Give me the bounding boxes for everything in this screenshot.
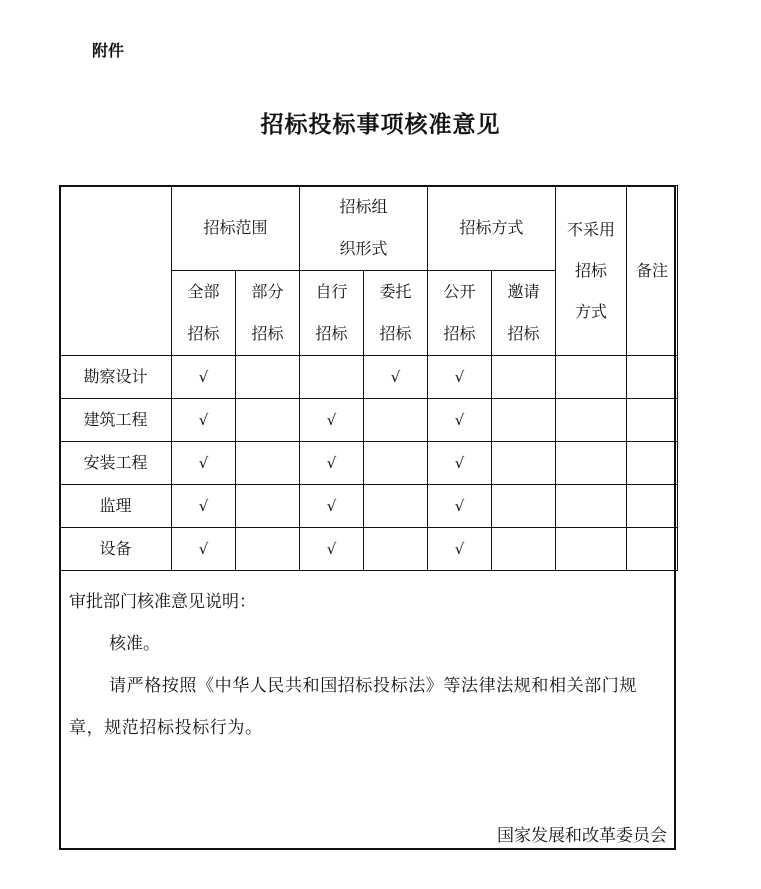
cell-full: √	[172, 485, 236, 528]
subheader-text: 公开	[443, 282, 476, 301]
header-not-used	[556, 186, 627, 356]
cell-full: √	[172, 442, 236, 485]
header-not-used-line2: 招标	[575, 261, 608, 280]
cell-full: √	[172, 399, 236, 442]
row-item-label: 设备	[60, 528, 172, 571]
table-row	[60, 399, 678, 442]
subheader-text: 委托	[379, 282, 412, 301]
header-scope: 招标范围	[172, 186, 300, 271]
header-not-used-line1: 不采用	[567, 220, 616, 239]
table-row	[60, 485, 678, 528]
attachment-label: 附件	[92, 41, 125, 60]
cell-public: √	[428, 356, 492, 399]
opinion-approval: 核准。	[109, 634, 160, 654]
row-item-label: 建筑工程	[60, 399, 172, 442]
subheader-text: 邀请	[507, 282, 540, 301]
subheader-text: 招标	[187, 324, 220, 343]
cell-invited	[492, 442, 556, 485]
approval-opinion-section	[61, 575, 673, 848]
cell-partial	[236, 399, 300, 442]
header-organization-line1: 招标组	[339, 197, 388, 216]
subheader-public	[428, 271, 492, 356]
cell-full: √	[172, 356, 236, 399]
cell-public: √	[428, 442, 492, 485]
header-not-used-line3: 方式	[575, 302, 608, 321]
header-method: 招标方式	[428, 186, 556, 271]
cell-not-used	[556, 356, 627, 399]
cell-partial	[236, 442, 300, 485]
cell-public: √	[428, 528, 492, 571]
row-item-label: 勘察设计	[60, 356, 172, 399]
cell-self: √	[300, 399, 364, 442]
opinion-label: 审批部门核准意见说明：	[69, 592, 256, 612]
approval-table	[59, 185, 678, 571]
subheader-text: 招标	[443, 324, 476, 343]
cell-partial	[236, 356, 300, 399]
table-row	[60, 442, 678, 485]
cell-not-used	[556, 399, 627, 442]
cell-invited	[492, 485, 556, 528]
cell-invited	[492, 528, 556, 571]
row-item-label: 监理	[60, 485, 172, 528]
corner-cell	[60, 186, 172, 356]
cell-public: √	[428, 399, 492, 442]
cell-full: √	[172, 528, 236, 571]
cell-remarks	[627, 399, 678, 442]
cell-remarks	[627, 442, 678, 485]
subheader-entrusted	[364, 271, 428, 356]
cell-not-used	[556, 485, 627, 528]
cell-entrusted: √	[364, 356, 428, 399]
subheader-full	[172, 271, 236, 356]
cell-not-used	[556, 528, 627, 571]
header-remarks: 备注	[627, 186, 678, 356]
table-row	[60, 356, 678, 399]
cell-self: √	[300, 442, 364, 485]
cell-partial	[236, 485, 300, 528]
cell-entrusted	[364, 528, 428, 571]
subheader-text: 招标	[251, 324, 284, 343]
subheader-text: 招标	[507, 324, 540, 343]
subheader-text: 全部	[187, 282, 220, 301]
header-organization-line2: 织形式	[339, 239, 388, 258]
row-item-label: 安装工程	[60, 442, 172, 485]
subheader-text: 招标	[379, 324, 412, 343]
cell-self: √	[300, 485, 364, 528]
cell-entrusted	[364, 485, 428, 528]
opinion-body: 请严格按照《中华人民共和国招标投标法》等法律法规和相关部门规章，规范招标投标行为。	[69, 676, 637, 738]
issuing-authority: 国家发展和改革委员会	[497, 826, 667, 846]
table-row	[60, 528, 678, 571]
subheader-invited	[492, 271, 556, 356]
cell-entrusted	[364, 442, 428, 485]
cell-invited	[492, 356, 556, 399]
cell-self: √	[300, 528, 364, 571]
subheader-partial	[236, 271, 300, 356]
cell-remarks	[627, 485, 678, 528]
cell-entrusted	[364, 399, 428, 442]
cell-not-used	[556, 442, 627, 485]
subheader-self	[300, 271, 364, 356]
document-title: 招标投标事项核准意见	[260, 111, 501, 138]
subheader-text: 部分	[251, 282, 284, 301]
header-organization	[300, 186, 428, 271]
cell-partial	[236, 528, 300, 571]
subheader-text: 自行	[315, 282, 348, 301]
cell-remarks	[627, 356, 678, 399]
cell-self	[300, 356, 364, 399]
subheader-text: 招标	[315, 324, 348, 343]
cell-invited	[492, 399, 556, 442]
cell-public: √	[428, 485, 492, 528]
cell-remarks	[627, 528, 678, 571]
